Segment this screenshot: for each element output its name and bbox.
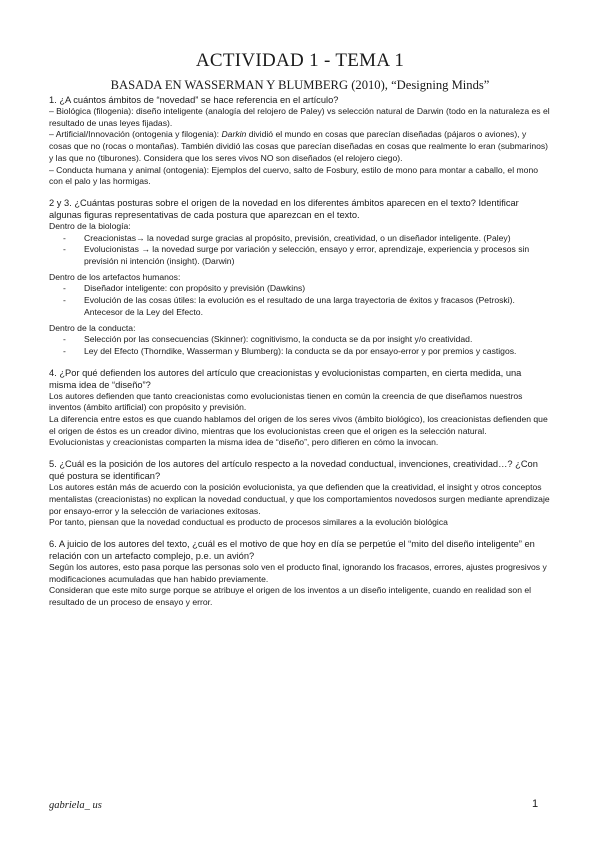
question-6: 6. A juicio de los autores del texto, ¿cuál es el motivo de que hoy en día se perpetúe el “mito del diseño inteligente” en relación con un artefacto complejo, p.e. un avión? bbox=[49, 538, 535, 561]
spacer bbox=[49, 529, 551, 538]
answer-1-text: – Artificial/Innovación (ontogenia y filogenia): bbox=[49, 129, 222, 140]
list-item: - Evolucionistas → la novedad surge por variación y selección, ensayo y error, aprendizaje, experiencia y procesos sin previsión ni intención (insight). (Darwin) bbox=[49, 244, 551, 267]
question-2-3: 2 y 3. ¿Cuántas posturas sobre el origen de la novedad en los diferentes ámbitos aparecen en el texto? Identificar algunas figuras representativas de cada postura que aparezcan en el texto. bbox=[49, 197, 519, 220]
footer-author: gabriela_ us bbox=[49, 800, 102, 811]
answer-1-paragraph: – Conducta humana y animal (ontogenia): Ejemplos del cuervo, salto de Fosbury, estilo de mono para montar a caballo, el mono con el palo y las hormigas. bbox=[49, 164, 538, 187]
spacer bbox=[49, 449, 551, 458]
answer-1-emphasis: Darkin bbox=[221, 129, 247, 140]
section-heading-artifacts: Dentro de los artefactos humanos: bbox=[49, 271, 181, 282]
answer-1-text: dividió el mundo en cosas que parecían diseñadas (pájaros o aviones), y cosas que no (rocas o montañas). También dividió las cosas que parecían diseñadas en cosas que realmente lo eran (submarinos) y las que no (tiburones). Considera que los seres vivos NO son diseñados (el relojero ciego). bbox=[49, 129, 549, 163]
list-item: - Evolución de las cosas útiles: la evolución es el resultado de una larga trayectoria de éxitos y fracasos (Petroski). Antecesor de la Ley del Efecto. bbox=[49, 295, 551, 318]
answer-6-paragraph: Según los autores, esto pasa porque las personas solo ven el producto final, ignorando los fracasos, errores, ajustes progresivos y modificaciones acumuladas que han habido previamente. bbox=[49, 561, 547, 584]
page-number: 1 bbox=[532, 798, 539, 810]
spacer bbox=[49, 188, 551, 197]
list-item: - Ley del Efecto (Thorndike, Wasserman y Blumberg): la conducta se da por ensayo-error y por premios y castigos. bbox=[49, 346, 551, 358]
document-subtitle: BASADA EN WASSERMAN Y BLUMBERG (2010), “Designing Minds” bbox=[110, 78, 490, 92]
answer-4-paragraph: La diferencia entre estos es que cuando hablamos del origen de los seres vivos (ámbito biológico), los creacionistas defienden que el origen de éstos es un creador divino, mientras que los evolucionistas creen que el origen es la selección natural. bbox=[49, 414, 548, 436]
section-heading-biology: Dentro de la biología: bbox=[49, 220, 131, 231]
document-title: ACTIVIDAD 1 - TEMA 1 bbox=[195, 50, 405, 71]
answer-5-paragraph: Los autores están más de acuerdo con la posición evolucionista, ya que defienden que la creatividad, el insight y otros conceptos mentalistas (creacionistas) no explican la novedad conductual, y que los comportamientos novedosos surgen mediante aprendizaje por ensayo-error y la selección de variaciones exitosas. bbox=[49, 482, 550, 516]
answer-4-paragraph: Los autores defienden que tanto creacionistas como evolucionistas tienen en común la creencia de que diseñamos nuestros inventos (ámbito artificial) con propósito y previsión. bbox=[49, 390, 523, 413]
question-4: 4. ¿Por qué defienden los autores del artículo que creacionistas y evolucionistas comparten, en cierta medida, una misma idea de “diseño”? bbox=[49, 367, 522, 390]
spacer bbox=[49, 358, 551, 367]
section-heading-behavior: Dentro de la conducta: bbox=[49, 322, 136, 333]
answer-1-paragraph bbox=[49, 129, 551, 164]
answer-1-paragraph: – Biológica (filogenia): diseño inteligente (analogía del relojero de Paley) vs selección natural de Darwin (todo en la naturaleza es el resultado de unas leyes fijadas). bbox=[49, 106, 550, 128]
artifacts-list bbox=[49, 283, 551, 318]
document-body bbox=[49, 94, 551, 609]
biology-list bbox=[49, 233, 551, 268]
behavior-list bbox=[49, 334, 551, 357]
list-item: - Diseñador inteligente: con propósito y previsión (Dawkins) bbox=[49, 283, 551, 295]
answer-6-paragraph: Consideran que este mito surge porque se atribuye el origen de los inventos a un diseño inteligente, cuando en realidad son el resultado de un proceso de ensayo y error. bbox=[49, 585, 532, 608]
answer-4-paragraph: Evolucionistas y creacionistas comparten la misma idea de “diseño”, pero difieren en cómo la invocan. bbox=[49, 437, 439, 448]
question-1: 1. ¿A cuántos ámbitos de “novedad” se hace referencia en el artículo? bbox=[49, 95, 339, 105]
question-5: 5. ¿Cuál es la posición de los autores del artículo respecto a la novedad conductual, invenciones, creatividad…? ¿Con qué postura se identifican? bbox=[49, 459, 538, 482]
list-item: - Selección por las consecuencias (Skinner): cognitivismo, la conducta se da por insight y/o creatividad. bbox=[49, 334, 551, 346]
answer-5-paragraph: Por tanto, piensan que la novedad conductual es producto de procesos similares a la evolución biológica bbox=[49, 517, 448, 528]
list-item: - Creacionistas→ la novedad surge gracias al propósito, previsión, creatividad, o un diseñador inteligente. (Paley) bbox=[49, 233, 551, 245]
